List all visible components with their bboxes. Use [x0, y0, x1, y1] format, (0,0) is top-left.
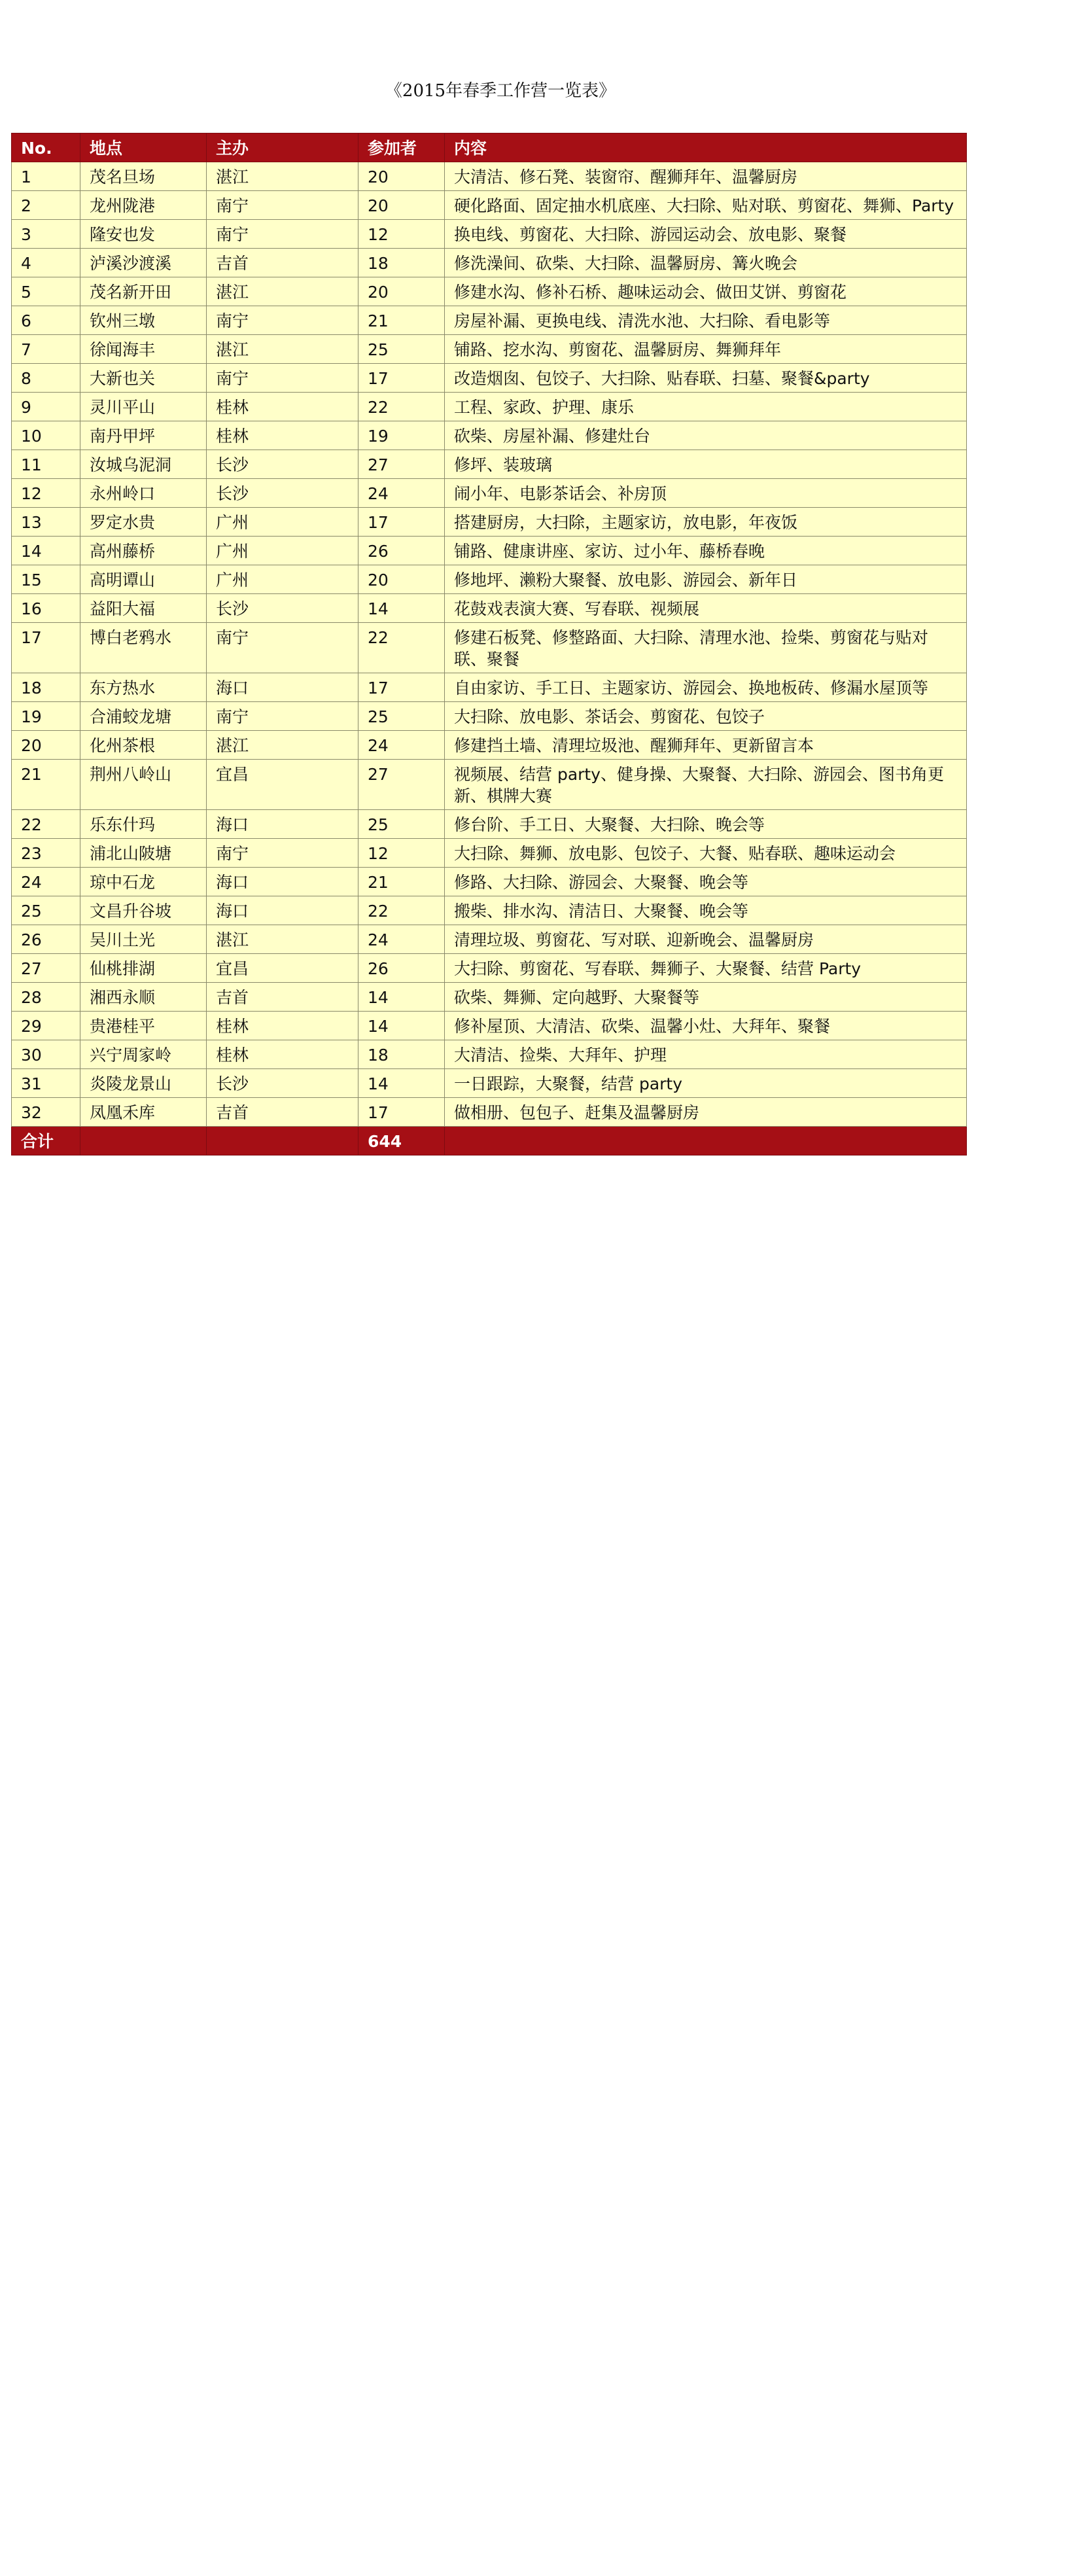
cell-participants: 26 [358, 537, 445, 565]
cell-participants: 25 [358, 702, 445, 731]
cell-content: 修路、大扫除、游园会、大聚餐、晚会等 [445, 868, 967, 896]
cell-location: 化州茶根 [80, 731, 207, 760]
cell-location: 罗定水贵 [80, 508, 207, 537]
table-row [12, 1040, 967, 1069]
cell-location: 泸溪沙渡溪 [80, 249, 207, 277]
cell-no: 26 [12, 925, 80, 954]
cell-no: 15 [12, 565, 80, 594]
cell-host: 宜昌 [207, 954, 358, 983]
cell-participants: 27 [358, 760, 445, 810]
cell-no: 24 [12, 868, 80, 896]
cell-content: 大清洁、修石凳、装窗帘、醒狮拜年、温馨厨房 [445, 162, 967, 191]
cell-location: 高明谭山 [80, 565, 207, 594]
cell-content: 清理垃圾、剪窗花、写对联、迎新晚会、温馨厨房 [445, 925, 967, 954]
cell-location: 永州岭口 [80, 479, 207, 508]
cell-host: 南宁 [207, 220, 358, 249]
table-row [12, 673, 967, 702]
cell-participants: 20 [358, 162, 445, 191]
cell-content: 自由家访、手工日、主题家访、游园会、换地板砖、修漏水屋顶等 [445, 673, 967, 702]
table-row [12, 1069, 967, 1098]
cell-no: 22 [12, 810, 80, 839]
cell-host: 宜昌 [207, 760, 358, 810]
cell-content: 铺路、挖水沟、剪窗花、温馨厨房、舞狮拜年 [445, 335, 967, 364]
cell-no: 3 [12, 220, 80, 249]
cell-location: 吴川土光 [80, 925, 207, 954]
cell-content: 大清洁、捡柴、大拜年、护理 [445, 1040, 967, 1069]
cell-participants: 27 [358, 450, 445, 479]
cell-participants: 14 [358, 1012, 445, 1040]
cell-location: 徐闻海丰 [80, 335, 207, 364]
total-cell-location [80, 1127, 207, 1156]
cell-no: 19 [12, 702, 80, 731]
cell-no: 21 [12, 760, 80, 810]
cell-host: 桂林 [207, 393, 358, 421]
cell-host: 广州 [207, 565, 358, 594]
table-body [12, 162, 967, 1127]
cell-participants: 21 [358, 868, 445, 896]
cell-host: 广州 [207, 508, 358, 537]
cell-no: 27 [12, 954, 80, 983]
cell-participants: 20 [358, 277, 445, 306]
cell-no: 14 [12, 537, 80, 565]
cell-host: 海口 [207, 810, 358, 839]
cell-participants: 20 [358, 565, 445, 594]
cell-host: 湛江 [207, 925, 358, 954]
table-row [12, 1012, 967, 1040]
cell-content: 视频展、结营 party、健身操、大聚餐、大扫除、游园会、图书角更新、棋牌大赛 [445, 760, 967, 810]
header-no: No. [12, 133, 80, 162]
table-row [12, 537, 967, 565]
cell-content: 房屋补漏、更换电线、清洗水池、大扫除、看电影等 [445, 306, 967, 335]
cell-location: 合浦蛟龙塘 [80, 702, 207, 731]
cell-participants: 21 [358, 306, 445, 335]
table-row [12, 191, 967, 220]
cell-content: 搭建厨房，大扫除，主题家访，放电影，年夜饭 [445, 508, 967, 537]
cell-host: 桂林 [207, 421, 358, 450]
cell-no: 20 [12, 731, 80, 760]
cell-participants: 20 [358, 191, 445, 220]
cell-host: 桂林 [207, 1012, 358, 1040]
table-row [12, 450, 967, 479]
cell-content: 花鼓戏表演大赛、写春联、视频展 [445, 594, 967, 623]
cell-location: 灵川平山 [80, 393, 207, 421]
cell-host: 桂林 [207, 1040, 358, 1069]
cell-content: 砍柴、舞狮、定向越野、大聚餐等 [445, 983, 967, 1012]
cell-content: 修建石板凳、修整路面、大扫除、清理水池、捡柴、剪窗花与贴对联、聚餐 [445, 623, 967, 673]
cell-location: 南丹甲坪 [80, 421, 207, 450]
cell-host: 吉首 [207, 1098, 358, 1127]
cell-location: 凤凰禾库 [80, 1098, 207, 1127]
cell-content: 闹小年、电影茶话会、补房顶 [445, 479, 967, 508]
table-row [12, 306, 967, 335]
cell-content: 修坪、装玻璃 [445, 450, 967, 479]
header-host: 主办 [207, 133, 358, 162]
cell-participants: 25 [358, 810, 445, 839]
table-row [12, 277, 967, 306]
cell-host: 南宁 [207, 364, 358, 393]
cell-participants: 25 [358, 335, 445, 364]
cell-no: 4 [12, 249, 80, 277]
cell-no: 12 [12, 479, 80, 508]
cell-location: 琼中石龙 [80, 868, 207, 896]
cell-host: 南宁 [207, 702, 358, 731]
table-row [12, 839, 967, 868]
cell-no: 18 [12, 673, 80, 702]
cell-participants: 18 [358, 1040, 445, 1069]
cell-location: 贵港桂平 [80, 1012, 207, 1040]
cell-location: 兴宁周家岭 [80, 1040, 207, 1069]
cell-content: 修洗澡间、砍柴、大扫除、温馨厨房、篝火晚会 [445, 249, 967, 277]
header-location: 地点 [80, 133, 207, 162]
cell-no: 8 [12, 364, 80, 393]
cell-location: 汝城乌泥洞 [80, 450, 207, 479]
cell-content: 硬化路面、固定抽水机底座、大扫除、贴对联、剪窗花、舞狮、Party [445, 191, 967, 220]
cell-no: 16 [12, 594, 80, 623]
cell-location: 隆安也发 [80, 220, 207, 249]
cell-host: 南宁 [207, 839, 358, 868]
table-row [12, 623, 967, 673]
table-row [12, 810, 967, 839]
table-row [12, 162, 967, 191]
table-row [12, 479, 967, 508]
cell-no: 17 [12, 623, 80, 673]
cell-participants: 18 [358, 249, 445, 277]
cell-content: 修建挡土墙、清理垃圾池、醒狮拜年、更新留言本 [445, 731, 967, 760]
cell-participants: 22 [358, 896, 445, 925]
table-row [12, 364, 967, 393]
cell-host: 海口 [207, 673, 358, 702]
cell-participants: 14 [358, 1069, 445, 1098]
cell-content: 换电线、剪窗花、大扫除、游园运动会、放电影、聚餐 [445, 220, 967, 249]
table-header-row [12, 133, 967, 162]
cell-content: 做相册、包包子、赶集及温馨厨房 [445, 1098, 967, 1127]
cell-participants: 17 [358, 673, 445, 702]
total-label: 合计 [12, 1127, 80, 1156]
table-row [12, 983, 967, 1012]
table-row [12, 731, 967, 760]
cell-location: 茂名旦场 [80, 162, 207, 191]
cell-content: 大扫除、剪窗花、写春联、舞狮子、大聚餐、结营 Party [445, 954, 967, 983]
cell-no: 1 [12, 162, 80, 191]
table-row [12, 220, 967, 249]
document-title: 《2015年春季工作营一览表》 [385, 81, 616, 101]
cell-host: 吉首 [207, 983, 358, 1012]
cell-participants: 17 [358, 508, 445, 537]
cell-no: 9 [12, 393, 80, 421]
cell-participants: 24 [358, 731, 445, 760]
cell-no: 11 [12, 450, 80, 479]
table-row [12, 925, 967, 954]
cell-participants: 24 [358, 479, 445, 508]
table-total-row [12, 1127, 967, 1156]
table-row [12, 594, 967, 623]
table-row [12, 249, 967, 277]
cell-participants: 17 [358, 364, 445, 393]
cell-location: 仙桃排湖 [80, 954, 207, 983]
table-row [12, 702, 967, 731]
cell-host: 湛江 [207, 731, 358, 760]
cell-host: 湛江 [207, 335, 358, 364]
cell-participants: 12 [358, 839, 445, 868]
table-row [12, 954, 967, 983]
cell-content: 一日跟踪，大聚餐，结营 party [445, 1069, 967, 1098]
cell-host: 长沙 [207, 450, 358, 479]
cell-host: 南宁 [207, 306, 358, 335]
cell-content: 搬柴、排水沟、清洁日、大聚餐、晚会等 [445, 896, 967, 925]
cell-content: 修地坪、濑粉大聚餐、放电影、游园会、新年日 [445, 565, 967, 594]
cell-content: 修建水沟、修补石桥、趣味运动会、做田艾饼、剪窗花 [445, 277, 967, 306]
cell-location: 益阳大福 [80, 594, 207, 623]
table-row [12, 1098, 967, 1127]
table-row [12, 393, 967, 421]
cell-host: 南宁 [207, 623, 358, 673]
cell-participants: 14 [358, 594, 445, 623]
cell-location: 高州藤桥 [80, 537, 207, 565]
cell-location: 大新也关 [80, 364, 207, 393]
cell-host: 长沙 [207, 1069, 358, 1098]
cell-no: 23 [12, 839, 80, 868]
total-participants: 644 [358, 1127, 445, 1156]
table-row [12, 335, 967, 364]
cell-location: 龙州陇港 [80, 191, 207, 220]
cell-participants: 24 [358, 925, 445, 954]
cell-host: 长沙 [207, 594, 358, 623]
cell-participants: 22 [358, 393, 445, 421]
cell-host: 湛江 [207, 277, 358, 306]
cell-content: 大扫除、放电影、茶话会、剪窗花、包饺子 [445, 702, 967, 731]
cell-location: 东方热水 [80, 673, 207, 702]
cell-location: 湘西永顺 [80, 983, 207, 1012]
cell-location: 文昌升谷坡 [80, 896, 207, 925]
cell-content: 改造烟囱、包饺子、大扫除、贴春联、扫墓、聚餐&party [445, 364, 967, 393]
cell-participants: 22 [358, 623, 445, 673]
cell-content: 修补屋顶、大清洁、砍柴、温馨小灶、大拜年、聚餐 [445, 1012, 967, 1040]
cell-participants: 17 [358, 1098, 445, 1127]
work-camp-table [11, 133, 967, 1156]
cell-content: 砍柴、房屋补漏、修建灶台 [445, 421, 967, 450]
header-participants: 参加者 [358, 133, 445, 162]
cell-no: 7 [12, 335, 80, 364]
cell-no: 32 [12, 1098, 80, 1127]
cell-no: 2 [12, 191, 80, 220]
cell-host: 海口 [207, 868, 358, 896]
header-content: 内容 [445, 133, 967, 162]
cell-host: 长沙 [207, 479, 358, 508]
table-row [12, 896, 967, 925]
cell-no: 25 [12, 896, 80, 925]
cell-host: 南宁 [207, 191, 358, 220]
cell-location: 荆州八岭山 [80, 760, 207, 810]
total-cell-content [445, 1127, 967, 1156]
cell-location: 钦州三墩 [80, 306, 207, 335]
cell-no: 10 [12, 421, 80, 450]
cell-host: 海口 [207, 896, 358, 925]
table-row [12, 868, 967, 896]
table-row [12, 508, 967, 537]
cell-participants: 14 [358, 983, 445, 1012]
cell-content: 大扫除、舞狮、放电影、包饺子、大餐、贴春联、趣味运动会 [445, 839, 967, 868]
table-row [12, 421, 967, 450]
table-row [12, 760, 967, 810]
cell-content: 修台阶、手工日、大聚餐、大扫除、晚会等 [445, 810, 967, 839]
cell-participants: 12 [358, 220, 445, 249]
cell-no: 13 [12, 508, 80, 537]
cell-no: 6 [12, 306, 80, 335]
cell-location: 茂名新开田 [80, 277, 207, 306]
cell-no: 5 [12, 277, 80, 306]
cell-no: 31 [12, 1069, 80, 1098]
total-cell-host [207, 1127, 358, 1156]
cell-host: 湛江 [207, 162, 358, 191]
cell-location: 炎陵龙景山 [80, 1069, 207, 1098]
table-row [12, 565, 967, 594]
cell-no: 30 [12, 1040, 80, 1069]
cell-location: 博白老鸦水 [80, 623, 207, 673]
cell-content: 工程、家政、护理、康乐 [445, 393, 967, 421]
cell-host: 广州 [207, 537, 358, 565]
cell-participants: 19 [358, 421, 445, 450]
cell-location: 浦北山陂塘 [80, 839, 207, 868]
cell-no: 29 [12, 1012, 80, 1040]
cell-location: 乐东什玛 [80, 810, 207, 839]
cell-host: 吉首 [207, 249, 358, 277]
cell-content: 铺路、健康讲座、家访、过小年、藤桥春晚 [445, 537, 967, 565]
cell-no: 28 [12, 983, 80, 1012]
cell-participants: 26 [358, 954, 445, 983]
